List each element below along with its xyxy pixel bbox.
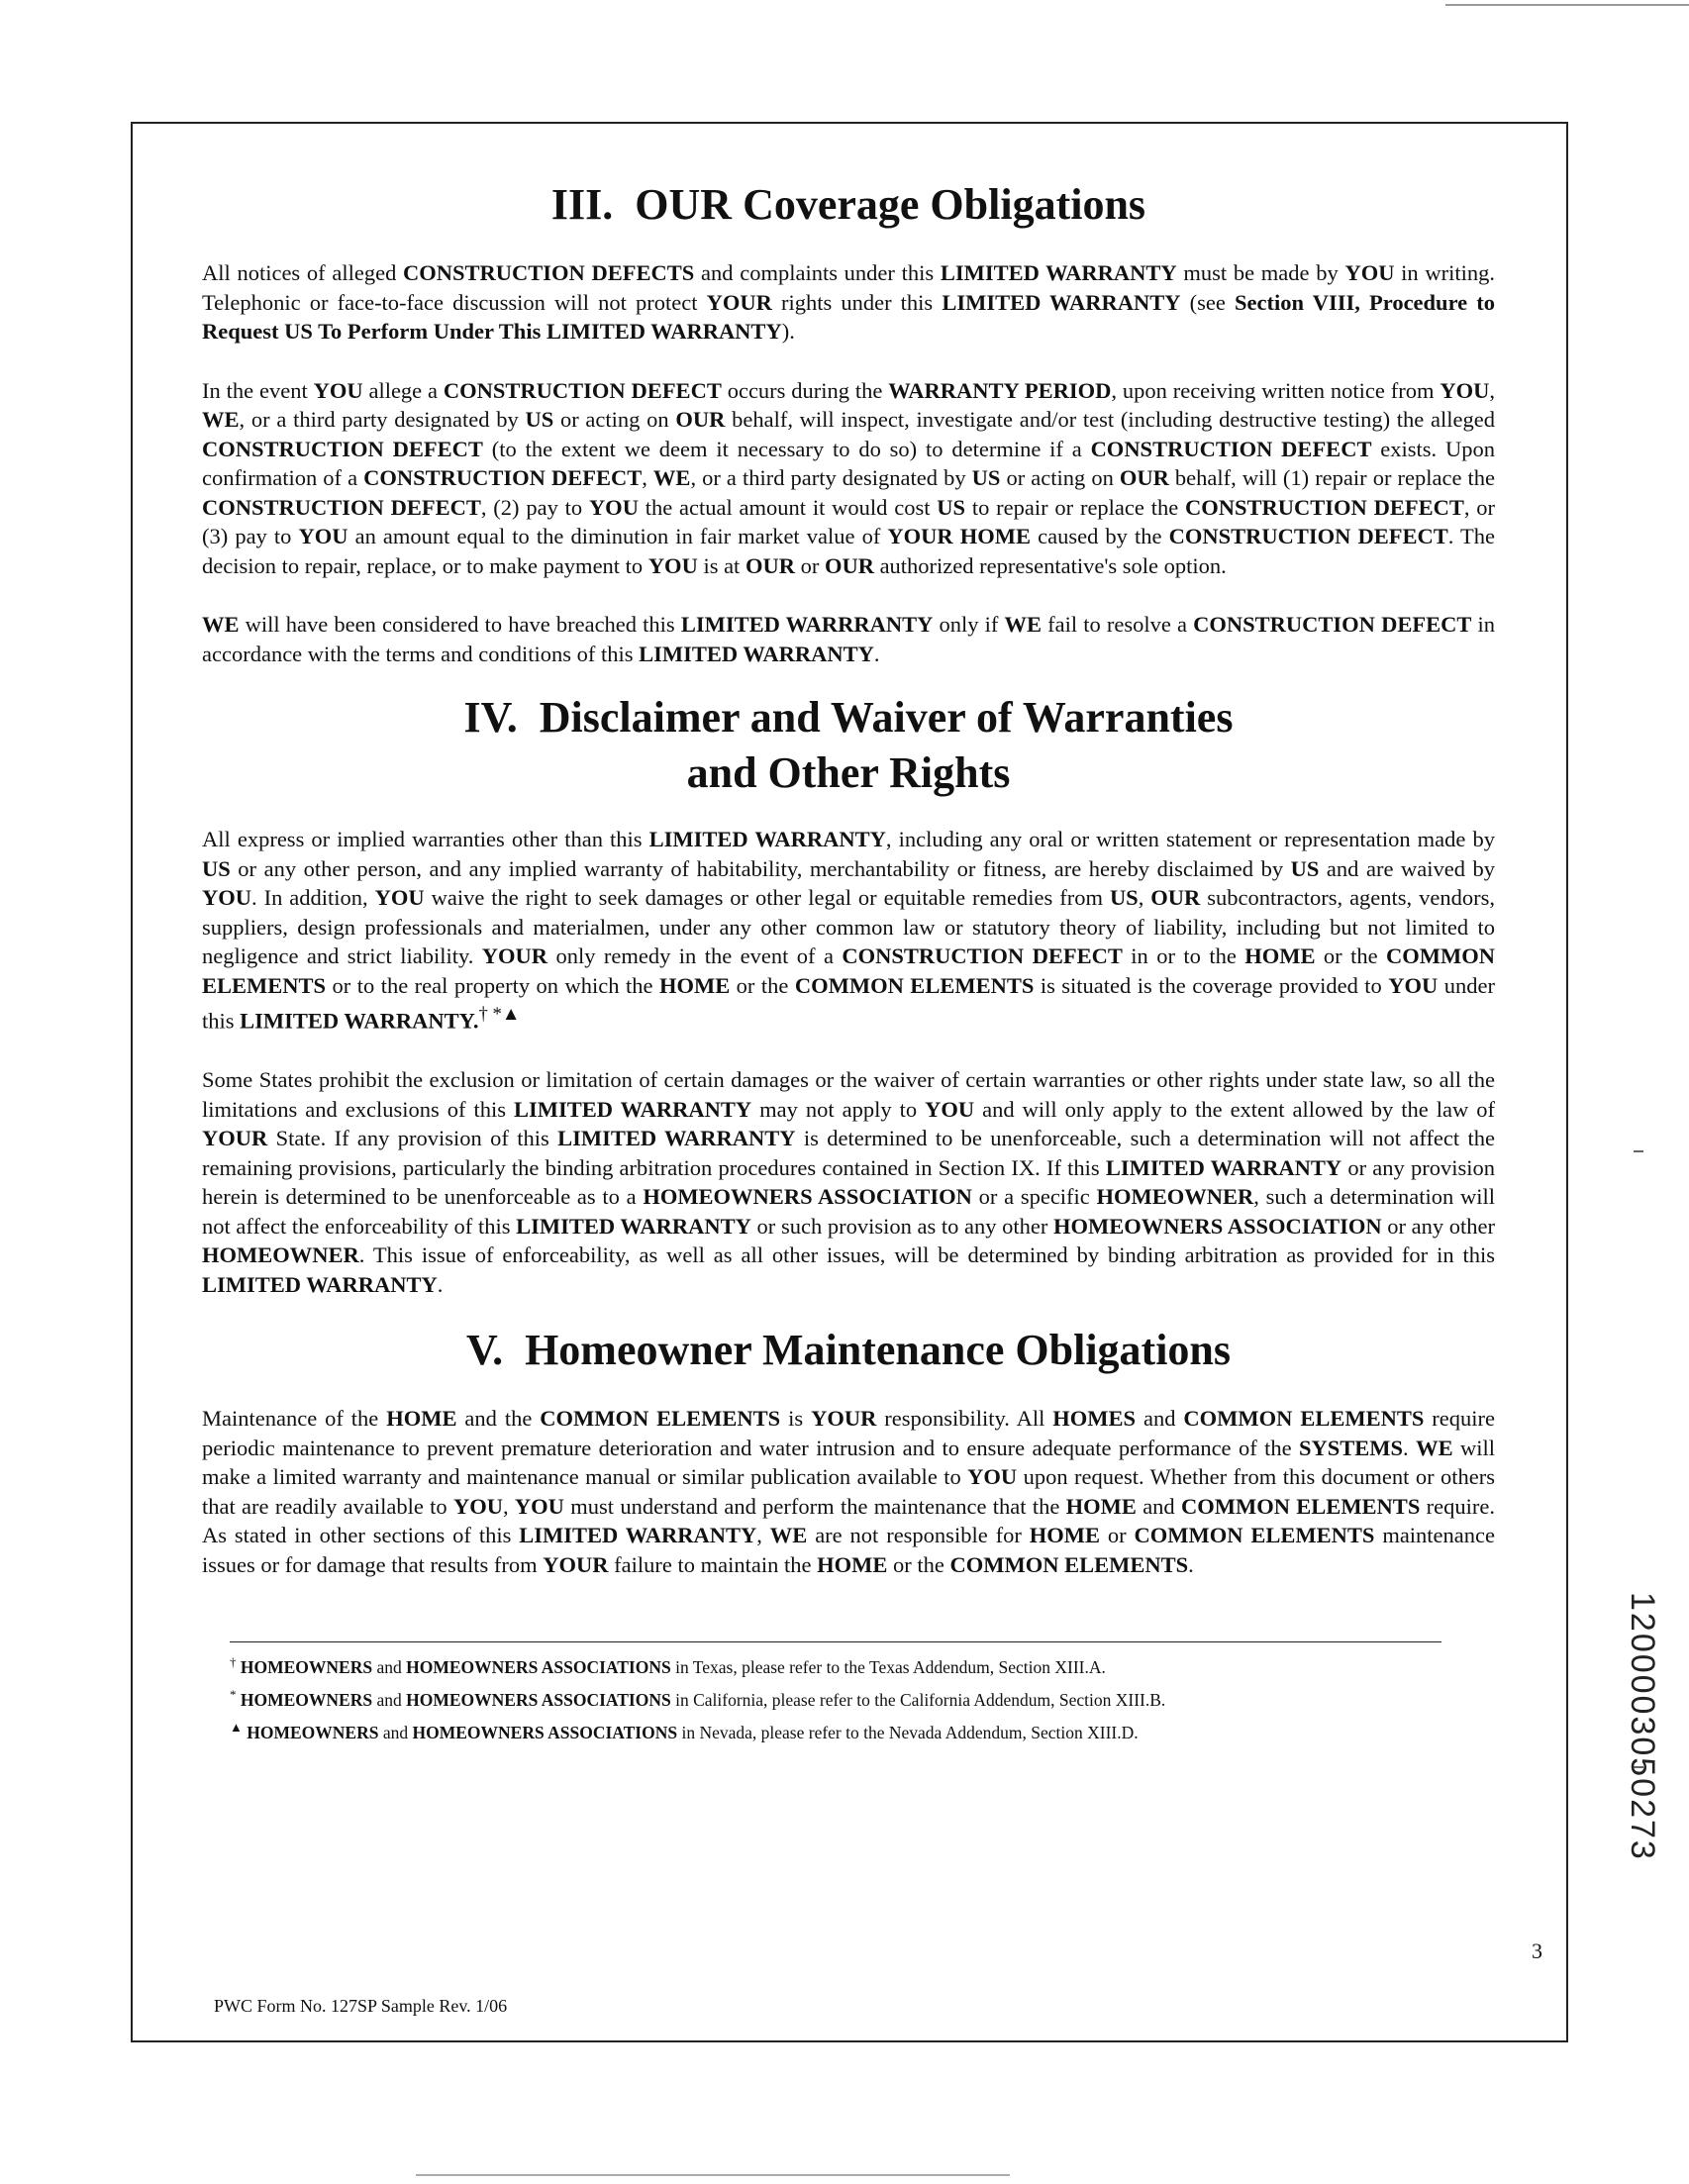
bates-stamp [1622, 1592, 1661, 1861]
page-number: 3 [1532, 1938, 1542, 1963]
section-3-heading [202, 179, 1495, 231]
section-4-number: IV. [463, 693, 518, 742]
section-5-heading [202, 1325, 1495, 1376]
section-5-number: V. [465, 1326, 504, 1374]
section-5-paragraph-1: Maintenance of the HOME and the COMMON ELEMENTS is YOUR responsibility. All HOMES and COMMON ELEMENTS require periodic maintenance to prevent premature deterioration and water intrusion and to ensure adequate performance of the SYSTEMS. WE will make a limited warranty and maintenance manual or similar publication available to YOU upon request. Whether from this document or others that are readily available to YOU, YOU must understand and perform the maintenance that the HOME and COMMON ELEMENTS require. As stated in other sections of this LIMITED WARRANTY, WE are not responsible for HOME or COMMON ELEMENTS maintenance issues or for damage that results from YOUR failure to maintain the HOME or the COMMON ELEMENTS. [202, 1406, 1496, 1577]
page-border [131, 122, 1568, 2042]
footnotes [230, 1641, 1441, 1747]
section-3-paragraph-3: WE will have been considered to have breached this LIMITED WARRRANTY only if WE fail to resolve a CONSTRUCTION DEFECT in accordance with the terms and conditions of this LIMITED WARRANTY. [202, 612, 1495, 666]
scan-tick-mark [1634, 1150, 1643, 1152]
section-3-number: III. [550, 180, 614, 229]
section-5-title: Homeowner Maintenance Obligations [525, 1326, 1232, 1374]
section-4-paragraph-1: All express or implied warranties other than this LIMITED WARRANTY, including any oral or written statement or representation made by US or any other person, and any implied warranty of habitability, merchantability or fitness, are hereby disclaimed by US and are waived by YOU. In addition, YOU waive the right to seek damages or other legal or equitable remedies from US, OUR subcontractors, agents, vendors, suppliers, design professionals and materialmen, under any other common law or statutory theory of liability, including but not limited to negligence and strict liability. YOUR only remedy in the event of a CONSTRUCTION DEFECT in or to the HOME or the COMMON ELEMENTS or to the real property on which the HOME or the COMMON ELEMENTS is situated is the coverage provided to YOU under this LIMITED WARRANTY.† *▲ [202, 827, 1495, 1034]
scan-artifact-top [1445, 4, 1689, 6]
form-number: PWC Form No. 127SP Sample Rev. 1/06 [214, 1996, 508, 2016]
section-3-paragraph-1: All notices of alleged CONSTRUCTION DEFECTS and complaints under this LIMITED WARRANTY must be made by YOU in writing. Telephonic or face-to-face discussion will not protect YOUR rights under this LIMITED WARRANTY (see Section VIII, Procedure to Request US To Perform Under This LIMITED WARRANTY). [202, 260, 1495, 344]
footnote-california: * HOMEOWNERS and HOMEOWNERS ASSOCIATIONS in California, please refer to the California Addendum, Section XIII.B. [230, 1686, 1166, 1710]
document-body [202, 163, 1495, 1579]
scan-artifact-bottom [416, 2174, 1010, 2176]
footnote-nevada: ▲ HOMEOWNERS and HOMEOWNERS ASSOCIATIONS in Nevada, please refer to the Nevada Addendum, Section XIII.D. [230, 1719, 1139, 1742]
section-4-title-line-1: Disclaimer and Waiver of Warranties [539, 693, 1234, 742]
section-4-paragraph-2: Some States prohibit the exclusion or limitation of certain damages or the waiver of certain warranties or other rights under state law, so all the limitations and exclusions of this LIMITED WARRANTY may not apply to YOU and will only apply to the extent allowed by the law of YOUR State. If any provision of this LIMITED WARRANTY is determined to be unenforceable, such a determination will not affect the remaining provisions, particularly the binding arbitration procedures contained in Section IX. If this LIMITED WARRANTY or any provision herein is determined to be unenforceable as to a HOMEOWNERS ASSOCIATION or a specific HOMEOWNER, such a determination will not affect the enforceability of this LIMITED WARRANTY or such provision as to any other HOMEOWNERS ASSOCIATION or any other HOMEOWNER. This issue of enforceability, as well as all other issues, will be determined by binding arbitration as provided for in this LIMITED WARRANTY. [202, 1067, 1496, 1297]
section-4-heading [202, 690, 1495, 801]
section-3-title: OUR Coverage Obligations [635, 180, 1146, 229]
bates-stamp-text: 1200003050273 [1624, 1592, 1661, 1861]
section-3-paragraph-2: In the event YOU allege a CONSTRUCTION DEFECT occurs during the WARRANTY PERIOD, upon receiving written notice from YOU, WE, or a third party designated by US or acting on OUR behalf, will inspect, investigate and/or test (including destructive testing) the alleged CONSTRUCTION DEFECT (to the extent we deem it necessary to do so) to determine if a CONSTRUCTION DEFECT exists. Upon confirmation of a CONSTRUCTION DEFECT, WE, or a third party designated by US or acting on OUR behalf, will (1) repair or replace the CONSTRUCTION DEFECT, (2) pay to YOU the actual amount it would cost US to repair or replace the CONSTRUCTION DEFECT, or (3) pay to YOU an amount equal to the diminution in fair market value of YOUR HOME caused by the CONSTRUCTION DEFECT. The decision to repair, replace, or to make payment to YOU is at OUR or OUR authorized representative's sole option. [202, 377, 1496, 578]
section-4-title-line-2: and Other Rights [686, 748, 1011, 797]
footnote-texas: † HOMEOWNERS and HOMEOWNERS ASSOCIATIONS in Texas, please refer to the Texas Addendum, Section XIII.A. [230, 1654, 1106, 1677]
